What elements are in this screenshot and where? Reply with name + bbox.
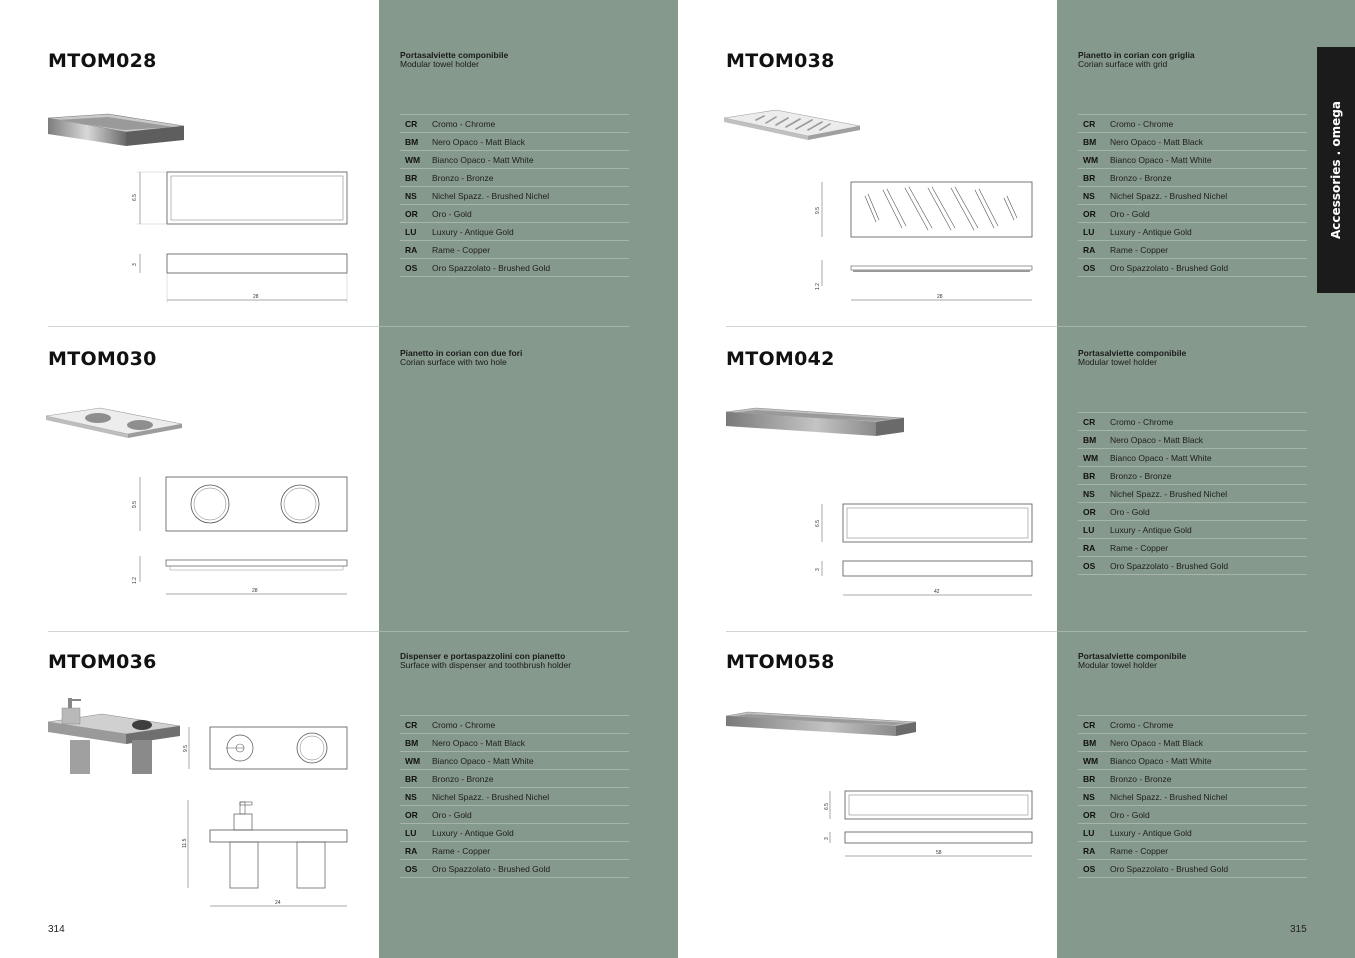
section-tab-label: Accessories . omega <box>1329 101 1343 239</box>
technical-drawing-mtom058 <box>818 788 1036 862</box>
finish-label: Bronzo - Bronze <box>1110 773 1172 784</box>
description-en: Corian surface with two hole <box>400 357 507 367</box>
finish-row <box>400 115 629 133</box>
dimension-depth: 1.2 <box>815 283 821 290</box>
dimension-total-height: 11.5 <box>182 838 188 848</box>
description-en: Corian surface with grid <box>1078 59 1168 69</box>
finish-row <box>400 806 629 824</box>
finish-row <box>1078 788 1307 806</box>
finish-row <box>1078 151 1307 169</box>
finish-code: OR <box>405 208 418 219</box>
technical-drawing-mtom030 <box>130 476 355 601</box>
dimension-width: 28 <box>252 588 258 594</box>
finish-code: OR <box>1083 809 1096 820</box>
product-code: MTOM038 <box>726 50 835 72</box>
finish-row <box>1078 557 1307 575</box>
technical-drawing-mtom036-top <box>183 726 353 772</box>
finish-row <box>1078 842 1307 860</box>
finish-code: WM <box>405 154 421 165</box>
finish-row <box>400 788 629 806</box>
finish-label: Nero Opaco - Matt Black <box>1110 737 1204 748</box>
product-code: MTOM028 <box>48 50 157 72</box>
finish-code: OR <box>1083 506 1096 517</box>
technical-drawing-mtom042 <box>810 502 1035 602</box>
finish-code: BM <box>1083 136 1097 147</box>
finish-list <box>1078 412 1307 575</box>
finish-label: Nichel Spazz. - Brushed Nichel <box>432 190 550 201</box>
finish-row <box>1078 259 1307 277</box>
finish-label: Cromo - Chrome <box>432 719 496 730</box>
finish-row <box>400 770 629 788</box>
finish-code: CR <box>405 719 418 730</box>
finish-row <box>400 151 629 169</box>
finish-code: BR <box>405 773 418 784</box>
divider <box>379 326 629 327</box>
finish-label: Nero Opaco - Matt Black <box>432 136 526 147</box>
page-number-right: 315 <box>1290 924 1307 935</box>
finish-label: Cromo - Chrome <box>432 118 496 129</box>
finish-label: Nero Opaco - Matt Black <box>432 737 526 748</box>
section-tab <box>1317 47 1355 293</box>
finish-row <box>1078 241 1307 259</box>
finish-label: Luxury - Antique Gold <box>432 226 514 237</box>
finish-code: NS <box>1083 190 1095 201</box>
product-description <box>400 349 522 367</box>
finish-code: BR <box>1083 470 1096 481</box>
divider <box>379 631 629 632</box>
finish-code: LU <box>1083 226 1095 237</box>
finish-row <box>1078 431 1307 449</box>
dimension-depth: 3 <box>132 263 138 266</box>
product-photo-mtom042 <box>726 408 906 440</box>
finish-code: BM <box>1083 434 1097 445</box>
product-description <box>400 652 571 670</box>
finish-row <box>1078 503 1307 521</box>
finish-row <box>1078 734 1307 752</box>
finish-label: Nichel Spazz. - Brushed Nichel <box>1110 190 1228 201</box>
finish-row <box>400 734 629 752</box>
finish-label: Bronzo - Bronze <box>432 773 494 784</box>
finish-label: Oro - Gold <box>1110 506 1150 517</box>
finish-row <box>1078 187 1307 205</box>
finish-label: Rame - Copper <box>1110 845 1169 856</box>
divider <box>1057 326 1307 327</box>
finish-code: NS <box>1083 488 1095 499</box>
finish-row <box>1078 824 1307 842</box>
product-photo-mtom030 <box>46 406 186 442</box>
finish-row <box>400 824 629 842</box>
finish-row <box>1078 860 1307 878</box>
divider <box>48 631 379 632</box>
finish-label: Bronzo - Bronze <box>1110 470 1172 481</box>
finish-label: Oro - Gold <box>432 809 472 820</box>
finish-code: RA <box>1083 244 1096 255</box>
finish-row <box>1078 521 1307 539</box>
finish-row <box>400 205 629 223</box>
finish-code: OS <box>1083 560 1096 571</box>
finish-code: RA <box>405 244 418 255</box>
finish-label: Luxury - Antique Gold <box>1110 827 1192 838</box>
finish-label: Nero Opaco - Matt Black <box>1110 136 1204 147</box>
dimension-depth: 3 <box>815 568 821 571</box>
finish-row <box>400 842 629 860</box>
dimension-height: 6.5 <box>815 520 821 527</box>
finish-row <box>1078 467 1307 485</box>
product-description <box>1078 652 1186 670</box>
finish-label: Nichel Spazz. - Brushed Nichel <box>432 791 550 802</box>
finish-row <box>1078 169 1307 187</box>
finish-row <box>1078 115 1307 133</box>
finish-code: OR <box>405 809 418 820</box>
finish-label: Oro - Gold <box>1110 809 1150 820</box>
description-it: Pianetto in corian con griglia <box>1078 50 1195 60</box>
finish-row <box>400 223 629 241</box>
dimension-height: 9.5 <box>132 501 138 508</box>
finish-code: LU <box>405 827 417 838</box>
finish-row <box>1078 716 1307 734</box>
finish-code: RA <box>1083 845 1096 856</box>
dimension-width: 28 <box>253 294 259 300</box>
finish-row <box>400 259 629 277</box>
description-en: Modular towel holder <box>1078 357 1157 367</box>
technical-drawing-mtom028 <box>130 170 355 305</box>
finish-list <box>1078 715 1307 878</box>
finish-label: Cromo - Chrome <box>1110 416 1174 427</box>
finish-code: LU <box>1083 524 1095 535</box>
finish-row <box>400 133 629 151</box>
dimension-depth: 3 <box>824 837 830 840</box>
technical-drawing-mtom038 <box>810 180 1035 305</box>
finish-row <box>400 187 629 205</box>
finish-label: Rame - Copper <box>1110 542 1169 553</box>
finish-label: Bianco Opaco - Matt White <box>1110 452 1212 463</box>
description-en: Surface with dispenser and toothbrush holder <box>400 660 572 670</box>
finish-label: Bianco Opaco - Matt White <box>432 154 534 165</box>
finish-code: OR <box>1083 208 1096 219</box>
finish-label: Nichel Spazz. - Brushed Nichel <box>1110 488 1228 499</box>
finish-row <box>400 169 629 187</box>
finish-list <box>400 114 629 277</box>
finish-label: Luxury - Antique Gold <box>432 827 514 838</box>
finish-label: Bronzo - Bronze <box>432 172 494 183</box>
finish-label: Oro - Gold <box>432 208 472 219</box>
finish-code: OS <box>405 262 418 273</box>
finish-code: LU <box>1083 827 1095 838</box>
finish-code: CR <box>1083 416 1096 427</box>
finish-label: Bianco Opaco - Matt White <box>1110 154 1212 165</box>
finish-row <box>400 752 629 770</box>
finish-code: CR <box>405 118 418 129</box>
dimension-height: 6.5 <box>132 194 138 201</box>
finish-code: BR <box>405 172 418 183</box>
finish-label: Bronzo - Bronze <box>1110 172 1172 183</box>
product-photo-mtom028 <box>48 112 188 152</box>
product-code: MTOM042 <box>726 348 835 370</box>
description-en: Modular towel holder <box>1078 660 1157 670</box>
finish-code: BR <box>1083 773 1096 784</box>
finish-label: Luxury - Antique Gold <box>1110 226 1192 237</box>
finish-label: Rame - Copper <box>432 244 491 255</box>
finish-code: RA <box>405 845 418 856</box>
finish-label: Oro Spazzolato - Brushed Gold <box>432 262 551 273</box>
finish-label: Oro Spazzolato - Brushed Gold <box>1110 863 1229 874</box>
dimension-height: 9.5 <box>815 207 821 214</box>
finish-label: Rame - Copper <box>432 845 491 856</box>
product-photo-mtom058 <box>726 712 918 740</box>
finish-label: Luxury - Antique Gold <box>1110 524 1192 535</box>
finish-label: Cromo - Chrome <box>1110 719 1174 730</box>
product-photo-mtom036 <box>48 696 183 776</box>
finish-code: WM <box>1083 154 1099 165</box>
finish-code: OS <box>1083 863 1096 874</box>
finish-code: OS <box>1083 262 1096 273</box>
divider <box>48 326 379 327</box>
finish-label: Oro Spazzolato - Brushed Gold <box>1110 560 1229 571</box>
product-code: MTOM058 <box>726 651 835 673</box>
finish-code: CR <box>1083 719 1096 730</box>
description-en: Modular towel holder <box>400 59 479 69</box>
finish-code: RA <box>1083 542 1096 553</box>
finish-label: Oro Spazzolato - Brushed Gold <box>1110 262 1229 273</box>
finish-row <box>1078 133 1307 151</box>
dimension-width: 58 <box>936 850 942 856</box>
finish-row <box>1078 539 1307 557</box>
finish-code: WM <box>1083 452 1099 463</box>
description-it: Portasalviette componibile <box>1078 348 1187 358</box>
finish-list <box>1078 114 1307 277</box>
divider <box>726 326 1057 327</box>
finish-row <box>1078 485 1307 503</box>
finish-row <box>1078 806 1307 824</box>
finish-code: NS <box>1083 791 1095 802</box>
dimension-width: 42 <box>934 589 940 595</box>
description-it: Portasalviette componibile <box>1078 651 1187 661</box>
finish-row <box>1078 205 1307 223</box>
product-description <box>1078 51 1195 69</box>
dimension-width: 24 <box>275 900 281 906</box>
finish-label: Bianco Opaco - Matt White <box>1110 755 1212 766</box>
finish-code: OS <box>405 863 418 874</box>
finish-label: Oro Spazzolato - Brushed Gold <box>432 863 551 874</box>
finish-row <box>1078 223 1307 241</box>
finish-label: Nichel Spazz. - Brushed Nichel <box>1110 791 1228 802</box>
finish-row <box>1078 770 1307 788</box>
finish-code: BR <box>1083 172 1096 183</box>
product-code: MTOM036 <box>48 651 157 673</box>
finish-label: Oro - Gold <box>1110 208 1150 219</box>
page-number-left: 314 <box>48 924 65 935</box>
product-description <box>1078 349 1186 367</box>
technical-drawing-mtom036-front <box>180 796 355 914</box>
finish-code: BM <box>1083 737 1097 748</box>
divider <box>1057 631 1307 632</box>
finish-code: LU <box>405 226 417 237</box>
finish-code: CR <box>1083 118 1096 129</box>
finish-code: NS <box>405 791 417 802</box>
product-description <box>400 51 508 69</box>
description-it: Dispenser e portaspazzolini con pianetto <box>400 651 566 661</box>
finish-list <box>400 715 629 878</box>
divider <box>726 631 1057 632</box>
finish-row <box>1078 752 1307 770</box>
finish-row <box>400 716 629 734</box>
dimension-height: 6.5 <box>824 803 830 810</box>
dimension-width: 28 <box>937 294 943 300</box>
finish-code: BM <box>405 737 419 748</box>
finish-row <box>400 860 629 878</box>
product-photo-mtom038 <box>724 108 864 148</box>
finish-row <box>1078 449 1307 467</box>
finish-label: Rame - Copper <box>1110 244 1169 255</box>
description-it: Pianetto in corian con due fori <box>400 348 523 358</box>
finish-code: BM <box>405 136 419 147</box>
finish-row <box>1078 413 1307 431</box>
finish-label: Bianco Opaco - Matt White <box>432 755 534 766</box>
product-code: MTOM030 <box>48 348 157 370</box>
description-it: Portasalviette componibile <box>400 50 509 60</box>
dimension-height: 9.5 <box>183 745 189 752</box>
finish-row <box>400 241 629 259</box>
finish-label: Nero Opaco - Matt Black <box>1110 434 1204 445</box>
dimension-depth: 1.2 <box>132 577 138 584</box>
finish-code: WM <box>405 755 421 766</box>
finish-code: WM <box>1083 755 1099 766</box>
finish-label: Cromo - Chrome <box>1110 118 1174 129</box>
finish-code: NS <box>405 190 417 201</box>
